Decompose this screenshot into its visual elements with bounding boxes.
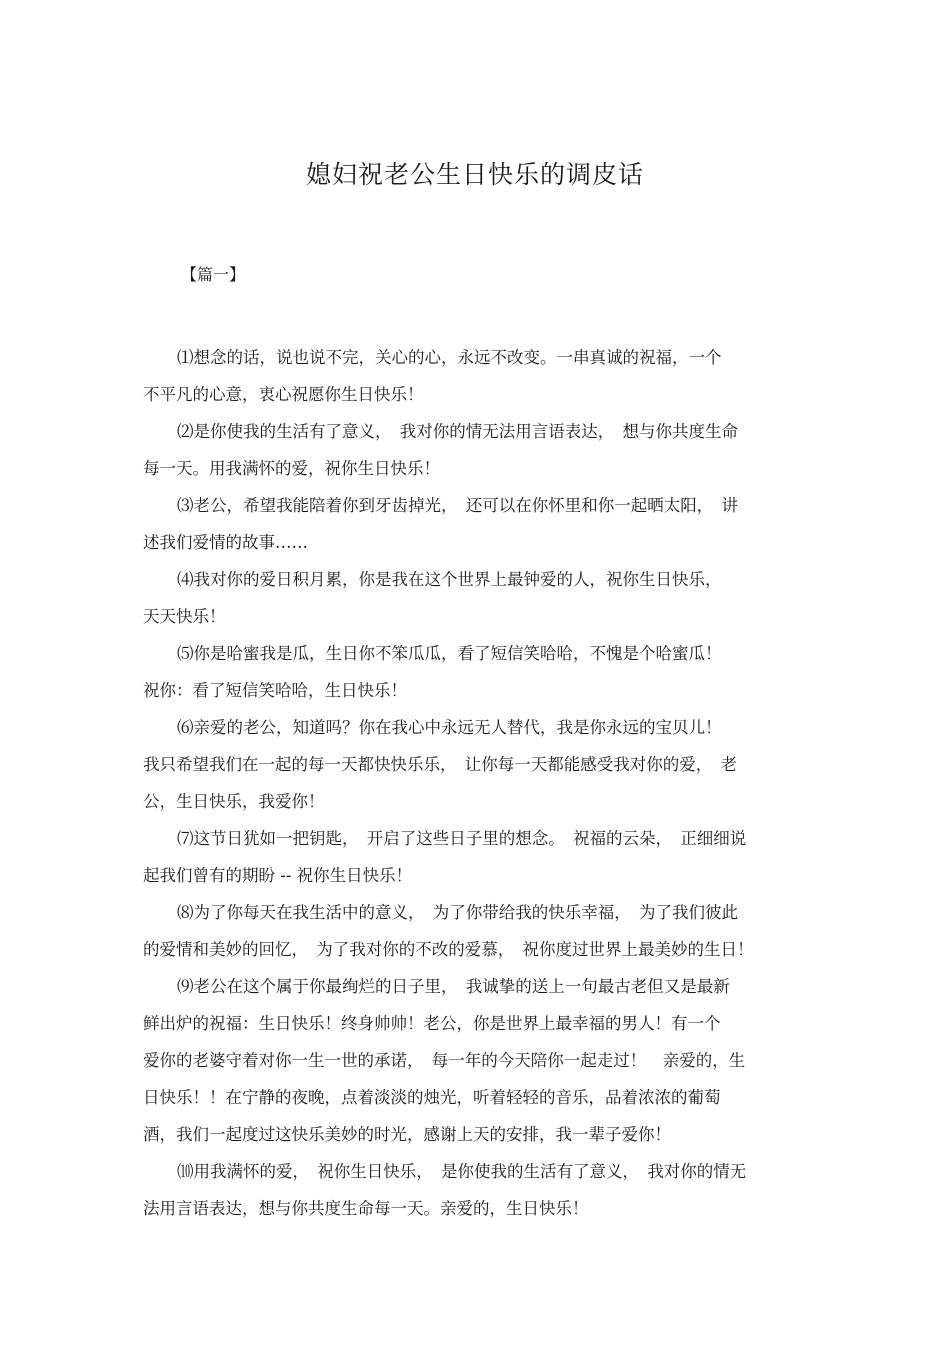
paragraph-3: ⑶老公，希望我能陪着你到牙齿掉光， 还可以在你怀里和你一起晒太阳， 讲 述我们爱情的故事…… [143,496,738,552]
paragraph-8: ⑻为了你每天在我生活中的意义， 为了你带给我的快乐幸福， 为了我们彼此 的爱情和美妙的回忆， 为了我对你的不改的爱慕， 祝你度过世界上最美妙的生日！ [143,903,754,959]
paragraph-9: ⑼老公在这个属于你最绚烂的日子里， 我诚挚的送上一句最古老但又是最新 鲜出炉的祝福：生日快乐！终身帅帅！老公，你是世界上最幸福的男人！有一个 爱你的老婆守着对你一生一世的承诺， 每一年的今天陪你一起走过！ 亲爱的，生 日快乐！！在宁静的夜晚，点着淡淡的烛光，听着轻轻的音乐，品着浓浓的葡萄 酒，我们一起度过这快乐美妙的时光，感谢上天的安排，我一辈子爱你！ [143,977,746,1144]
paragraph-2: ⑵是你使我的生活有了意义， 我对你的情无法用言语表达， 想与你共度生命 每一天。用我满怀的爱，祝你生日快乐！ [143,422,738,478]
paragraph-4: ⑷我对你的爱日积月累，你是我在这个世界上最钟爱的人，祝你生日快乐， 天天快乐！ [143,570,722,626]
paragraph-1: ⑴想念的话，说也说不完，关心的心，永远不改变。一串真诚的祝福，一个 不平凡的心意，衷心祝愿你生日快乐！ [143,348,722,404]
section-label: 【篇一】 [181,265,246,284]
paragraph-6: ⑹亲爱的老公，知道吗？你在我心中永远无人替代，我是你永远的宝贝儿！ 我只希望我们在一起的每一天都快快乐乐， 让你每一天都能感受我对你的爱， 老 公，生日快乐，我爱你！ [143,718,737,811]
document-body [143,339,807,1227]
paragraph-7: ⑺这节日犹如一把钥匙， 开启了这些日子里的想念。 祝福的云朵， 正细细说 起我们曾有的期盼 -- 祝你生日快乐！ [143,829,747,885]
document-title: 媳妇祝老公生日快乐的调皮话 [305,160,644,189]
paragraph-5: ⑸你是哈蜜我是瓜，生日你不笨瓜瓜，看了短信笑哈哈，不愧是个哈蜜瓜！ 祝你：看了短信笑哈哈，生日快乐！ [143,644,722,700]
paragraph-10: ⑽用我满怀的爱， 祝你生日快乐， 是你使我的生活有了意义， 我对你的情无 法用言语表达，想与你共度生命每一天。亲爱的，生日快乐！ [143,1162,747,1218]
